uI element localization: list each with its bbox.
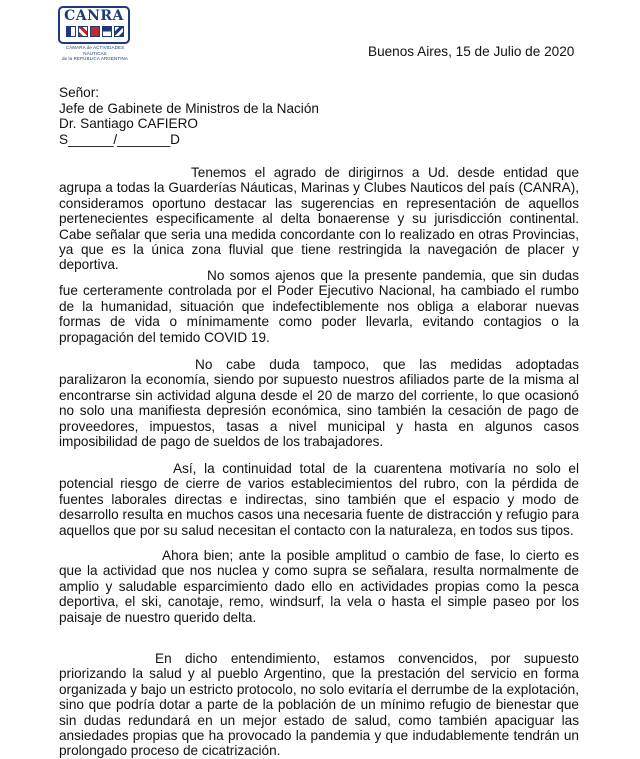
nautical-flags-icon (66, 26, 124, 37)
logo-subtitle (58, 45, 132, 62)
addressee-name: Dr. Santiago CAFIERO (59, 116, 199, 131)
logo-subtitle-line1: CÁMARA de ACTIVIDADES NÁUTICAS (65, 45, 125, 56)
flag-icon (114, 26, 124, 37)
flag-icon (102, 26, 112, 37)
body-paragraph: Tenemos el agrado de dirigirnos a Ud. desde entidad que agrupa a todas la Guarderías Náuticas, Marinas y Clubes Nauticos del país (CANRA), consideramos oportuno destacar las sugerencias en representación de aquellos pertenecientes especificamente al delta bonaerense y su jurisdicción continental. Cabe señalar que seria una medida concordante con lo realizado en otras Provincias, ya que es la única zona fluvial que tiene restringida la navegación de placer y deportiva. (59, 165, 579, 273)
addressee-sd: S______/_______D (59, 131, 180, 147)
logo-frame (58, 6, 130, 44)
body-paragraph: Ahora bien; ante la posible amplitud o cambio de fase, lo cierto es que la actividad que nos nuclea y como supra se señalara, resulta normalmente de amplio y saludable esparcimiento dado ello en actividades propias como la pesca deportiva, el ski, canotaje, remo, windsurf, la vela o hasta el simple paseo por los paisaje de nuestro querido delta. (59, 548, 579, 625)
flag-icon (90, 26, 100, 37)
body-paragraph: En dicho entendimiento, estamos convencidos, por supuesto priorizando la salud y al pueblo Argentino, que la prestación del servicio en forma organizada y bajo un estricto protocolo, no solo evitaría el derrumbe de la explotación, sino que podría dotar a parte de la población de un mínimo refugio de bienestar que sin dudas redundará en un mejor estado de salud, como también apaciguar las ansiedades propias que ha provocado la pandemia y que indudablemente tendrán un prolongado proceso de cicatrización. (59, 651, 579, 759)
addressee-block (59, 85, 319, 147)
salutation: Señor: (59, 85, 100, 100)
body-paragraph: Así, la continuidad total de la cuarentena motivaría no solo el potencial riesgo de cierre de varios establecimientos del rubro, con la pérdida de fuentes laborales directas e indirectas, sino también que el espacio y modo de desarrollo resulta en muchos casos una necesaria fuente de distracción y refugio para aquellos que por su salud necesitan el contacto con la naturaleza, en todos sus tipos. (59, 461, 579, 538)
logo-wordmark: CANRA (64, 8, 124, 24)
logo-subtitle-line2: de la REPÚBLICA ARGENTINA (61, 56, 129, 61)
body-paragraph: No somos ajenos que la presente pandemia, que sin dudas fue certeramente controlada por el Poder Ejecutivo Nacional, ha cambiado el rumbo de la humanidad, situación que indefectiblemente nos obliga a elaborar nuevas formas de vida o mínimamente como poder llevarla, evitando contagios o la propagación del temido COVID 19. (59, 268, 579, 345)
body-paragraph: No cabe duda tampoco, que las medidas adoptadas paralizaron la economía, siendo por supuesto nuestros afiliados parte de la misma al encontrarse sin actividad alguna desde el 20 de marzo del corriente, lo que ocasionó no solo una manifiesta depresión económica, sino también la cesación de pago de proveedores, impuestos, tasas a nivel municipal y hasta en algunos casos imposibilidad de pago de sueldos de los trabajadores. (59, 357, 579, 450)
canra-logo (58, 6, 134, 61)
letter-date: Buenos Aires, 15 de Julio de 2020 (368, 44, 575, 59)
flag-icon (78, 26, 88, 37)
addressee-title: Jefe de Gabinete de Ministros de la Nación (59, 100, 319, 116)
flag-icon (66, 26, 76, 37)
